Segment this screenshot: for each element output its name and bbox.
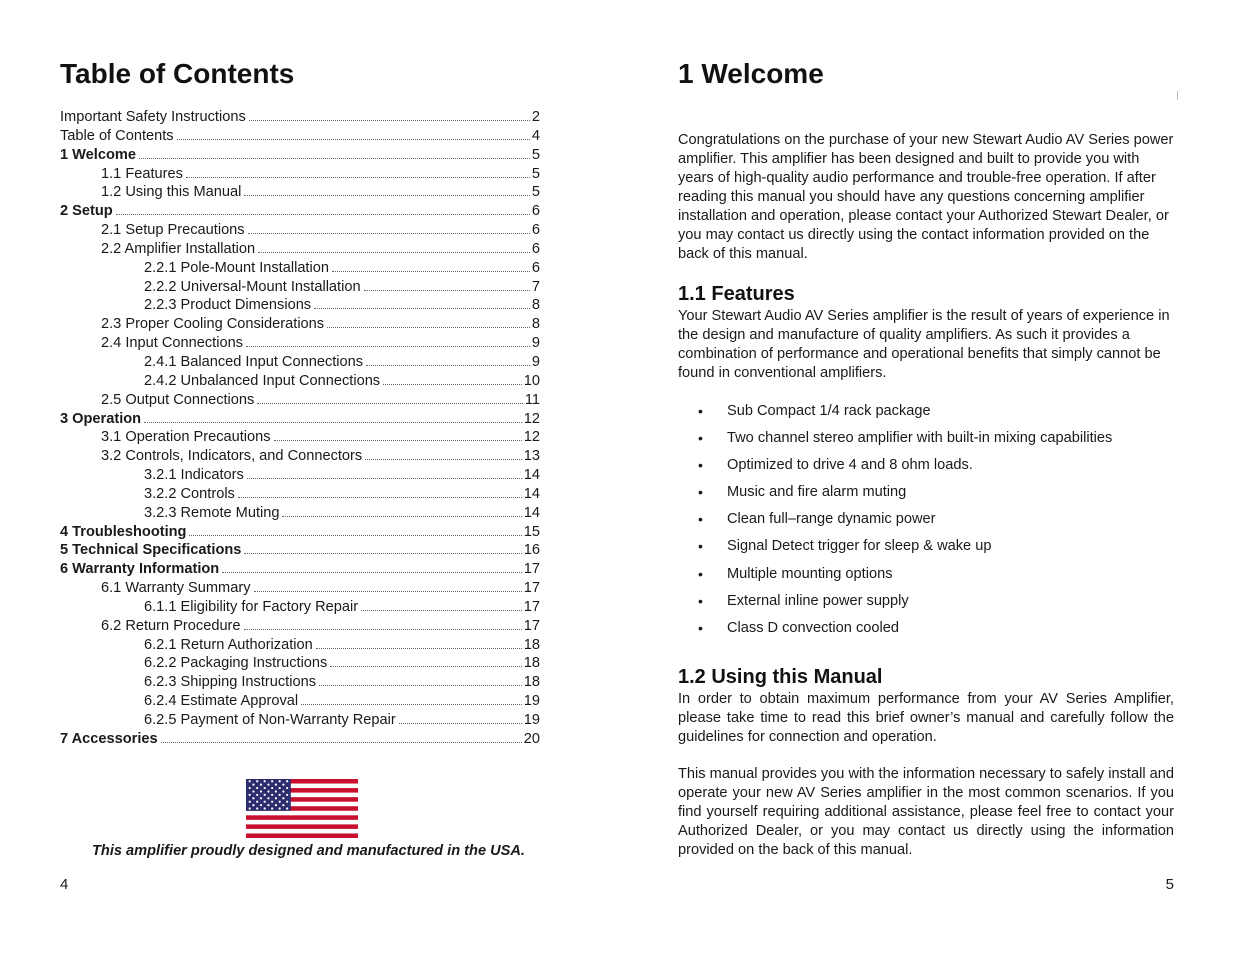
toc-entry-page: 12 [523,410,540,427]
us-flag-icon [246,779,358,838]
toc-entry-title: 2.3 Proper Cooling Considerations [101,316,325,333]
table-of-contents [60,109,540,750]
toc-entry-page: 14 [523,504,540,521]
toc-leader-dots [301,704,522,705]
toc-entry-page: 6 [531,203,540,220]
toc-entry [60,128,540,147]
list-item [678,428,1174,455]
toc-leader-dots [248,233,530,234]
toc-entry-page: 5 [531,165,540,182]
toc-leader-dots [383,384,522,385]
toc-leader-dots [254,591,522,592]
list-item [678,618,1174,645]
left-page [0,0,617,954]
toc-leader-dots [238,497,522,498]
toc-leader-dots [186,177,530,178]
toc-title: Table of Contents [60,58,295,89]
toc-entry-page: 19 [523,693,540,710]
toc-entry [60,354,540,373]
toc-entry-page: 12 [523,429,540,446]
feature-text: Optimized to drive 4 and 8 ohm loads. [727,457,973,474]
toc-entry-title: 3.2.2 Controls [144,485,235,502]
manual-paragraph-2: This manual provides you with the information necessary to safely install and operate your new AV Series amplifier in the most common scenarios. If you find yourself requiring additional assistance, please feel free to contact your Authorized Dealer, or you may contact us directly using the information provided on the back of this manual. [678,766,1174,858]
feature-text: Music and fire alarm muting [727,484,907,501]
toc-leader-dots [314,308,530,309]
toc-entry-title: 3.2 Controls, Indicators, and Connectors [101,448,363,465]
toc-entry [60,599,540,618]
toc-leader-dots [177,139,530,140]
toc-entry-title: 3.2.1 Indicators [144,467,244,484]
bullet-icon: • [698,565,703,582]
toc-entry [60,637,540,656]
toc-entry-title: 6.1 Warranty Summary [101,580,251,597]
toc-entry-page: 17 [523,598,540,615]
toc-entry [60,429,540,448]
toc-entry-page: 2 [531,109,540,125]
toc-entry-title: 6.1.1 Eligibility for Factory Repair [144,598,359,615]
toc-entry-title: 2.5 Output Connections [101,391,255,408]
toc-entry-title: 3.2.3 Remote Muting [144,504,280,521]
list-item [678,401,1174,428]
toc-leader-dots [244,629,522,630]
toc-leader-dots [257,403,523,404]
toc-entry [60,297,540,316]
toc-entry-title: Table of Contents [60,127,174,144]
toc-entry [60,316,540,335]
toc-entry-title: 1.2 Using this Manual [101,184,242,201]
bullet-icon: • [698,457,703,474]
bullet-icon: • [698,511,703,528]
toc-entry [60,561,540,580]
toc-leader-dots [222,572,522,573]
right-page [617,0,1235,954]
bullet-icon: • [698,538,703,555]
toc-entry-page: 14 [523,467,540,484]
list-item [678,482,1174,509]
toc-leader-dots [249,120,530,121]
toc-leader-dots [246,346,530,347]
toc-entry [60,448,540,467]
toc-entry-title: 2.2 Amplifier Installation [101,240,256,257]
toc-entry-title: 6.2.2 Packaging Instructions [144,655,328,672]
chapter-title: 1 Welcome [678,58,824,89]
toc-entry [60,542,540,561]
toc-entry [60,392,540,411]
toc-leader-dots [361,610,522,611]
toc-leader-dots [161,742,522,743]
toc-entry [60,580,540,599]
bullet-icon: • [698,484,703,501]
toc-entry-page: 16 [523,542,540,559]
page-number-left: 4 [60,876,69,893]
toc-entry-title: Important Safety Instructions [60,109,246,125]
toc-leader-dots [319,685,522,686]
toc-leader-dots [332,271,530,272]
feature-text: Multiple mounting options [727,565,893,582]
toc-entry-page: 11 [524,391,540,408]
toc-entry-page: 20 [523,730,540,747]
list-item [678,564,1174,591]
toc-entry [60,166,540,185]
toc-entry-title: 2 Setup [60,203,113,220]
toc-entry-title: 1 Welcome [60,146,136,163]
toc-entry-page: 5 [531,184,540,201]
list-item [678,455,1174,482]
toc-entry [60,524,540,543]
toc-entry-title: 6.2 Return Procedure [101,617,241,634]
list-item [678,591,1174,618]
bullet-icon: • [698,430,703,447]
toc-entry [60,279,540,298]
features-list [678,401,1174,645]
toc-entry-title: 5 Technical Specifications [60,542,242,559]
toc-leader-dots [244,195,530,196]
toc-entry-title: 2.4 Input Connections [101,335,243,352]
toc-entry [60,373,540,392]
toc-entry-title: 3 Operation [60,410,142,427]
toc-entry-page: 18 [523,655,540,672]
toc-leader-dots [274,440,522,441]
bullet-icon: • [698,619,703,636]
toc-entry-title: 2.1 Setup Precautions [101,222,245,239]
toc-entry [60,467,540,486]
feature-text: External inline power supply [727,592,909,609]
toc-entry-page: 6 [531,259,540,276]
toc-entry-title: 2.4.2 Unbalanced Input Connections [144,372,381,389]
toc-leader-dots [399,723,522,724]
toc-leader-dots [258,252,530,253]
feature-text: Two channel stereo amplifier with built-in mixing capabilities [727,430,1113,447]
toc-entry [60,147,540,166]
toc-entry-title: 6 Warranty Information [60,561,220,578]
toc-entry-title: 2.4.1 Balanced Input Connections [144,353,364,370]
toc-entry-title: 2.2.1 Pole-Mount Installation [144,259,329,276]
bullet-icon: • [698,403,703,419]
flag-caption: This amplifier proudly designed and manufactured in the USA. [91,843,525,859]
toc-entry [60,411,540,430]
toc-leader-dots [247,478,522,479]
toc-entry-title: 6.2.1 Return Authorization [144,636,313,653]
toc-entry-page: 14 [523,485,540,502]
toc-entry [60,486,540,505]
toc-leader-dots [364,290,530,291]
toc-entry [60,222,540,241]
toc-entry [60,109,540,128]
toc-entry-title: 3.1 Operation Precautions [101,429,271,446]
toc-entry-page: 19 [523,712,540,728]
list-item [678,509,1174,536]
toc-entry [60,655,540,674]
toc-entry-page: 17 [523,561,540,578]
manual-paragraph-1: In order to obtain maximum performance from your AV Series Amplifier, please take time to read this brief owner’s manual and carefully follow the guidelines for connection and operation. [678,691,1174,745]
toc-entry-page: 6 [531,222,540,239]
list-item [678,536,1174,563]
intro-paragraph: Congratulations on the purchase of your new Stewart Audio AV Series power amplifier. This amplifier has been designed and built to provide you with years of high-quality audio performance and trouble-free operation. If after reading this manual you should have any questions concerning amplifier installation and operation, please contact your Authorized Stewart Dealer, or you may contact us directly using the contact information provided on the back of this manual. [678,132,1174,262]
toc-entry [60,731,540,750]
toc-entry-title: 4 Troubleshooting [60,523,187,540]
toc-entry-page: 18 [523,636,540,653]
toc-entry-page: 15 [523,523,540,540]
feature-text: Signal Detect trigger for sleep & wake up [727,538,992,555]
toc-leader-dots [244,553,521,554]
toc-entry-page: 17 [523,617,540,634]
toc-entry [60,712,540,731]
page-number-right: 5 [1165,876,1174,893]
toc-entry [60,693,540,712]
feature-text: Class D convection cooled [727,619,899,636]
toc-entry-title: 2.2.3 Product Dimensions [144,297,312,314]
feature-text: Sub Compact 1/4 rack package [727,403,931,419]
margin-mark [1177,91,1178,100]
features-paragraph: Your Stewart Audio AV Series amplifier is the result of years of experience in the design and manufacture of quality amplifiers. As such it provides a combination of performance and operational benefits that simply cannot be found in conventional amplifiers. [678,308,1170,381]
manual-heading: 1.2 Using this Manual [678,666,883,688]
toc-entry [60,335,540,354]
toc-leader-dots [144,422,522,423]
toc-entry-page: 9 [531,335,540,352]
toc-entry-page: 17 [523,580,540,597]
toc-leader-dots [365,459,522,460]
toc-entry-page: 5 [531,146,540,163]
toc-entry [60,184,540,203]
toc-leader-dots [189,535,521,536]
toc-entry-title: 6.2.4 Estimate Approval [144,693,299,710]
toc-entry-page: 18 [523,674,540,691]
toc-entry-page: 7 [531,278,540,295]
toc-entry-title: 2.2.2 Universal-Mount Installation [144,278,361,295]
toc-entry [60,618,540,637]
toc-entry-page: 8 [531,297,540,314]
toc-entry-title: 7 Accessories [60,730,158,747]
toc-entry-page: 8 [531,316,540,333]
toc-entry-title: 6.2.5 Payment of Non-Warranty Repair [144,712,396,728]
toc-entry-page: 13 [523,448,540,465]
toc-entry-title: 6.2.3 Shipping Instructions [144,674,316,691]
toc-entry-page: 9 [531,353,540,370]
toc-entry [60,674,540,693]
toc-leader-dots [282,516,521,517]
toc-leader-dots [116,214,530,215]
bullet-icon: • [698,592,703,609]
toc-entry-page: 6 [531,240,540,257]
toc-entry [60,203,540,222]
features-heading: 1.1 Features [678,283,795,305]
toc-entry [60,241,540,260]
toc-entry [60,505,540,524]
feature-text: Clean full–range dynamic power [727,511,936,528]
toc-entry-title: 1.1 Features [101,165,183,182]
toc-leader-dots [327,327,530,328]
toc-entry-page: 10 [523,372,540,389]
toc-entry [60,260,540,279]
toc-leader-dots [316,648,522,649]
toc-leader-dots [139,158,530,159]
toc-entry-page: 4 [531,127,540,144]
toc-leader-dots [330,666,521,667]
toc-leader-dots [366,365,530,366]
